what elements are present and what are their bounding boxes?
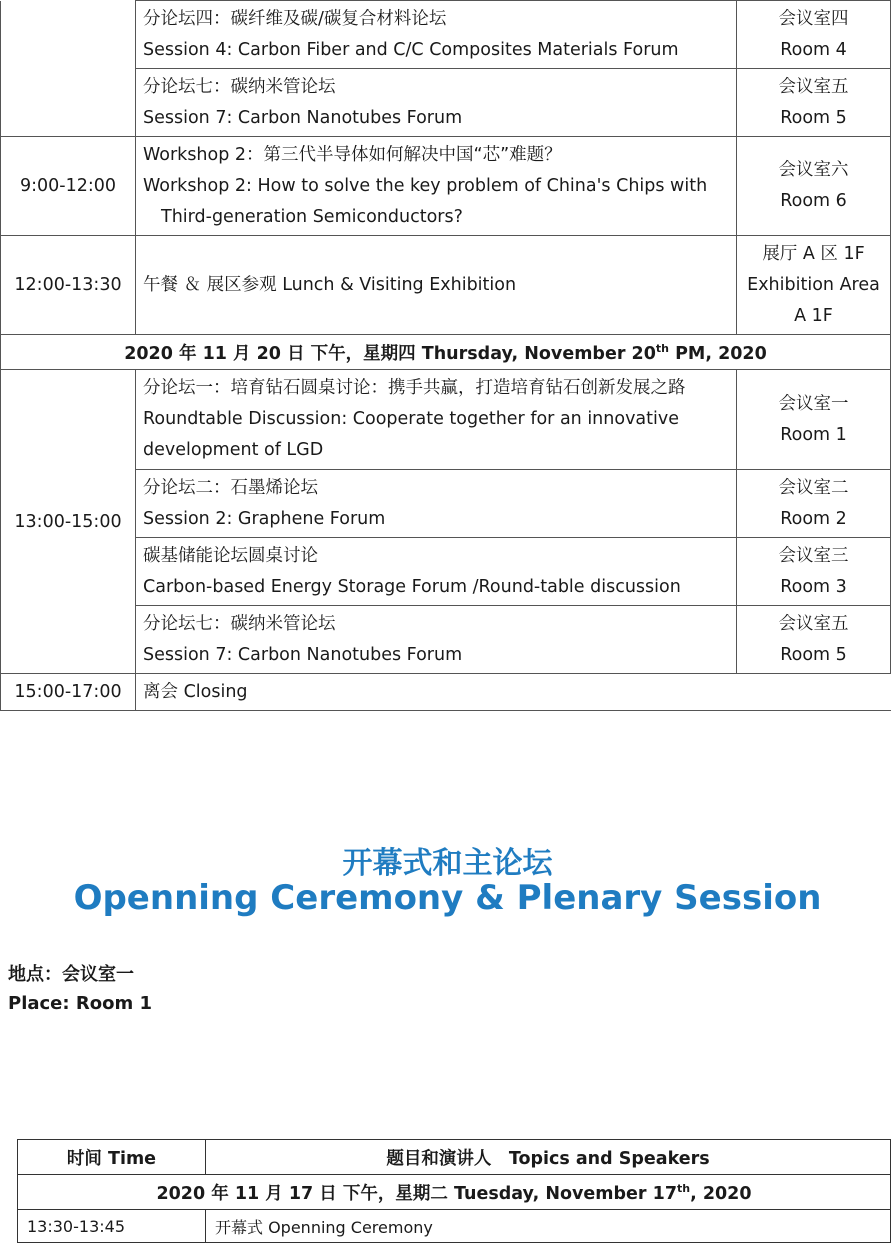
- table-row: [1, 370, 891, 470]
- table-row: [1, 674, 891, 711]
- topic-cell: 分论坛一：培育钻石圆桌讨论：携手共赢，打造培育钻石创新发展之路 Roundtable Discussion: Cooperate together for an innovative development of LGD: [136, 370, 737, 470]
- time-cell: 9:00-12:00: [1, 137, 136, 236]
- topic-cell: 开幕式 Openning Ceremony: [206, 1210, 891, 1243]
- room-cell: 会议室二 Room 2: [737, 470, 891, 538]
- time-cell-empty: [1, 1, 136, 137]
- table-row: [1, 1, 891, 69]
- topic-cell: Workshop 2：第三代半导体如何解决中国“芯”难题？ Workshop 2: How to solve the key problem of China's Chips with Third-generation Semiconductors?: [136, 137, 737, 236]
- room-cell: 会议室五 Room 5: [737, 606, 891, 674]
- place-label-cn: 地点：会议室一: [8, 964, 134, 985]
- room-cell: 展厅 A 区 1F Exhibition Area A 1F: [737, 236, 891, 335]
- topic-cell: 碳基储能论坛圆桌讨论 Carbon-based Energy Storage Forum /Round-table discussion: [136, 538, 737, 606]
- section-title-cn: 开幕式和主论坛: [342, 846, 553, 881]
- topic-cell: 午餐 ＆ 展区参观 Lunch & Visiting Exhibition: [136, 236, 737, 335]
- place-label-en: Place: Room 1: [8, 993, 152, 1014]
- date-cell: 2020 年 11 月 17 日 下午，星期二 Tuesday, November 17th, 2020: [18, 1175, 891, 1210]
- room-cell: 会议室五 Room 5: [737, 69, 891, 137]
- topic-cell: 分论坛七：碳纳米管论坛 Session 7: Carbon Nanotubes Forum: [136, 606, 737, 674]
- header-time: 时间 Time: [18, 1140, 206, 1175]
- section-title-en: Openning Ceremony & Plenary Session: [73, 878, 822, 918]
- room-cell: 会议室六 Room 6: [737, 137, 891, 236]
- date-row: [1, 335, 891, 370]
- room-cell: 会议室三 Room 3: [737, 538, 891, 606]
- table-row: [1, 137, 891, 236]
- topic-cell: 离会 Closing: [136, 674, 891, 711]
- date-row: [18, 1175, 891, 1210]
- time-cell: 13:00-15:00: [1, 370, 136, 674]
- room-cell: 会议室一 Room 1: [737, 370, 891, 470]
- table-header-row: [18, 1140, 891, 1175]
- room-cell: 会议室四 Room 4: [737, 1, 891, 69]
- time-cell: 15:00-17:00: [1, 674, 136, 711]
- table-row: [1, 236, 891, 335]
- topic-cell: 分论坛四：碳纤维及碳/碳复合材料论坛 Session 4: Carbon Fiber and C/C Composites Materials Forum: [136, 1, 737, 69]
- time-cell: 13:30-13:45: [18, 1210, 206, 1243]
- schedule-table-bottom: [17, 1139, 891, 1243]
- topic-cell: 分论坛二：石墨烯论坛 Session 2: Graphene Forum: [136, 470, 737, 538]
- header-topics: 题目和演讲人 Topics and Speakers: [206, 1140, 891, 1175]
- time-cell: 12:00-13:30: [1, 236, 136, 335]
- topic-cell: 分论坛七：碳纳米管论坛 Session 7: Carbon Nanotubes Forum: [136, 69, 737, 137]
- table-row: [18, 1210, 891, 1243]
- date-cell: 2020 年 11 月 20 日 下午，星期四 Thursday, November 20th PM, 2020: [1, 335, 891, 370]
